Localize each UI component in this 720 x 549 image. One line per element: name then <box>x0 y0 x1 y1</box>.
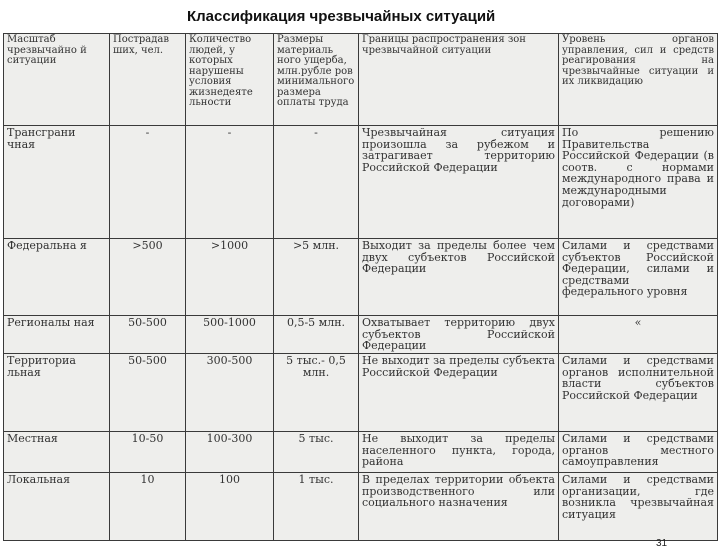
cell-scale: Локальная <box>4 473 110 541</box>
cell-damage: >5 млн. <box>274 239 359 316</box>
document-sheet <box>3 33 717 549</box>
cell-affected: >1000 <box>186 239 274 316</box>
cell-damage: 1 тыс. <box>274 473 359 541</box>
header-victims: Пострадав ших, чел. <box>110 34 186 126</box>
table-row <box>4 239 718 316</box>
cell-damage: - <box>274 126 359 239</box>
table-row <box>4 473 718 541</box>
cell-response: Силами и средствами субъектов Российской Федерации, силами и средствами федерального уровня <box>559 239 718 316</box>
header-response: Уровень органов управления, сил и средств реагирования на чрезвычайные ситуации и их ликвидацию <box>559 34 718 126</box>
slide-title: Классификация чрезвычайных ситуаций <box>187 8 496 25</box>
cell-victims: >500 <box>110 239 186 316</box>
cell-response: По решению Правительства Российской Федерации (в соотв. с нормами международного права и международными договорами) <box>559 126 718 239</box>
cell-victims: 10 <box>110 473 186 541</box>
cell-response: Силами и средствами органов исполнительной власти субъектов Российской Федерации <box>559 354 718 432</box>
header-zone: Границы распространения зон чрезвычайной ситуации <box>359 34 559 126</box>
cell-scale: Трансграни чная <box>4 126 110 239</box>
header-row <box>4 34 718 126</box>
page-number: 31 <box>656 538 668 549</box>
cell-damage: 5 тыс. <box>274 432 359 473</box>
cell-affected: 100-300 <box>186 432 274 473</box>
table-row <box>4 432 718 473</box>
cell-scale: Местная <box>4 432 110 473</box>
cell-response: Силами и средствами органов местного самоуправления <box>559 432 718 473</box>
header-damage: Размеры материаль ного ущерба, млн.рубле ров минимального размера оплаты труда <box>274 34 359 126</box>
classification-table <box>3 33 718 541</box>
cell-victims: 10-50 <box>110 432 186 473</box>
cell-scale: Регионалы ная <box>4 316 110 354</box>
cell-affected: 100 <box>186 473 274 541</box>
cell-scale: Федеральна я <box>4 239 110 316</box>
cell-victims: 50-500 <box>110 316 186 354</box>
cell-zone: Охватывает территорию двух субъектов Российской Федерации <box>359 316 559 354</box>
cell-zone: Не выходит за пределы населенного пункта, города, района <box>359 432 559 473</box>
cell-victims: - <box>110 126 186 239</box>
cell-damage: 0,5-5 млн. <box>274 316 359 354</box>
cell-affected: 300-500 <box>186 354 274 432</box>
table-row <box>4 354 718 432</box>
cell-scale: Территориа льная <box>4 354 110 432</box>
cell-response: Силами и средствами организации, где возникла чрезвычайная ситуация <box>559 473 718 541</box>
cell-zone: Чрезвычайная ситуация произошла за рубежом и затрагивает территорию Российской Федерации <box>359 126 559 239</box>
cell-zone: В пределах территории объекта производственного или социального назначения <box>359 473 559 541</box>
cell-zone: Выходит за пределы более чем двух субъектов Российской Федерации <box>359 239 559 316</box>
header-affected: Количество людей, у которых нарушены условия жизнедеяте льности <box>186 34 274 126</box>
cell-victims: 50-500 <box>110 354 186 432</box>
cell-damage: 5 тыс.- 0,5 млн. <box>274 354 359 432</box>
table-row <box>4 316 718 354</box>
cell-zone: Не выходит за пределы субъекта Российской Федерации <box>359 354 559 432</box>
table-row <box>4 126 718 239</box>
cell-affected: 500-1000 <box>186 316 274 354</box>
cell-affected: - <box>186 126 274 239</box>
cell-response: « <box>559 316 718 354</box>
title-bar <box>0 0 720 33</box>
header-scale: Масштаб чрезвычайно й ситуации <box>4 34 110 126</box>
